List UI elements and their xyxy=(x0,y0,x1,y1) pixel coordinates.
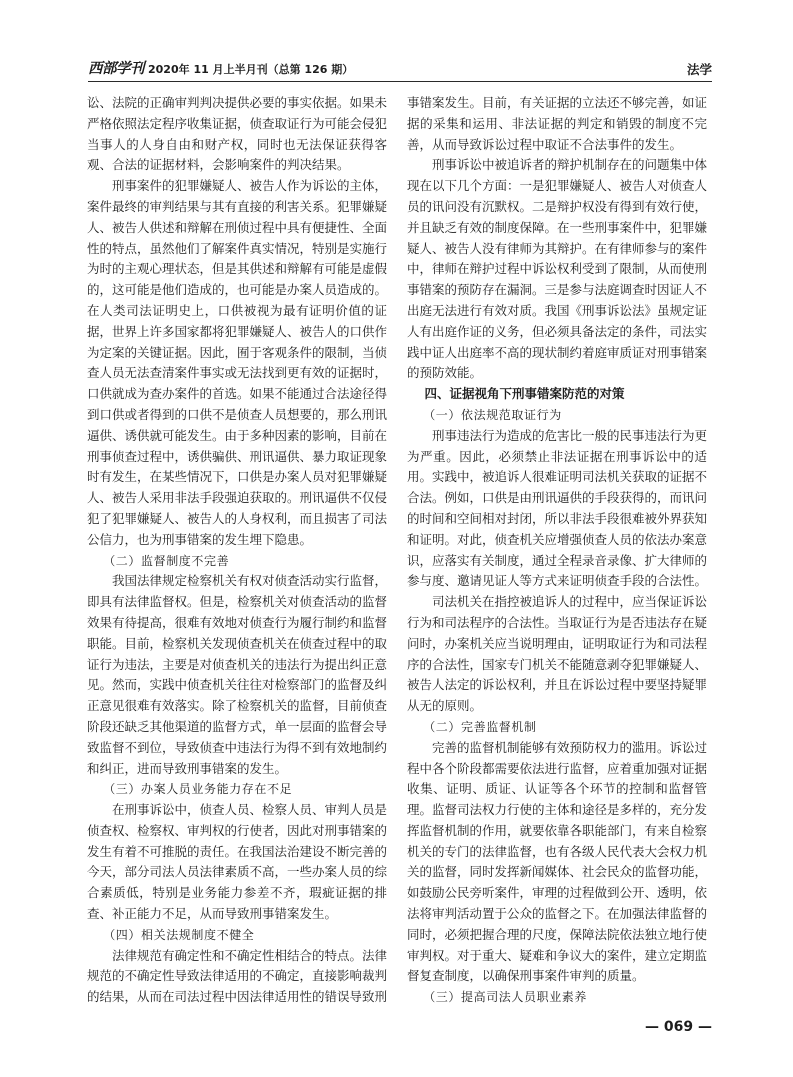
paragraph: 刑事违法行为造成的危害比一般的民事违法行为更为严重。因此，必须禁止非法证据在刑事诉讼中的适用。实践中，被追诉人很难证明司法机关获取的证据不合法。例如，口供是由刑讯逼供的手段获得的，而讯问的时间和空间相对封闭，所以非法手段很难被外界获知和证明。对此，侦查机关应增强侦查人员的依法办案意识，应落实有关制度，通过全程录音录像、扩大律师的参与度、邀请见证人等方式来证明侦查手段的合法性。 xyxy=(407,427,708,589)
issue-info: 2020年 11 月上半月刊（总第 126 期） xyxy=(148,63,354,76)
subsection-heading: （一）依法规范取证行为 xyxy=(423,407,562,422)
paragraph: 法律规范有确定性和不确定性相结合的特点。法律规范的不确定性导致法律适用的不确定，直接影响裁判的结果，从而在司法过程中因法律适用性的错误导致刑 xyxy=(87,947,388,1005)
subsection-heading: （二）监督制度不完善 xyxy=(103,553,230,568)
paragraph: 刑事案件的犯罪嫌疑人、被告人作为诉讼的主体，案件最终的审判结果与其有直接的利害关系。犯罪嫌疑人、被告人供述和辩解在刑侦过程中具有便捷性、全面性的特点，虽然他们了解案件真实情况，特别是实施行为时的主观心理状态，但是其供述和辩解有可能是虚假的，这可能是他们造成的，也可能是办案人员造成的。在人类司法证明史上，口供被视为最有证明价值的证据，世界上许多国家都将犯罪嫌疑人、被告人的口供作为定案的关键证据。因此，囿于客观条件的限制，当侦查人员无法查清案件事实或无法找到更有效的证据时，口供就成为查办案件的首选。如果不能通过合法途径得到口供或者得到的口供不是侦查人员想要的，那么刑讯逼供、诱供就可能发生。由于多种因素的影响，目前在刑事侦查过程中，诱供骗供、刑讯逼供、暴力取证现象时有发生，在某些情况下，口供是办案人员对犯罪嫌疑人、被告人采用非法手段强迫获取的。刑讯逼供不仅侵犯了犯罪嫌疑人、被告人的人身权利，而且损害了司法公信力，也为刑事错案的发生埋下隐患。 xyxy=(87,178,388,547)
journal-logo: 西部学刊 xyxy=(88,60,144,77)
section-name: 法学 xyxy=(686,62,712,77)
subsection-heading: （三）提高司法人员职业素养 xyxy=(423,990,587,1005)
paragraph-continued: 讼、法院的正确审判判决提供必要的事实依据。如果未严格依照法定程序收集证据，侦查取证行为可能会侵犯当事人的人身自由和财产权，同时也无法保证获得客观、合法的证据材料，会影响案件的判决结果。 xyxy=(87,95,388,173)
paragraph: 司法机关在指控被追诉人的过程中，应当保证诉讼行为和司法程序的合法性。当取证行为是否违法存在疑问时，办案机关应当说明理由，证明取证行为和司法程序的合法性，国家专门机关不能随意剥夺犯罪嫌疑人、被告人法定的诉讼权利，并且在诉讼过程中要坚持疑罪从无的原则。 xyxy=(407,594,708,714)
paragraph-continued: 事错案发生。目前，有关证据的立法还不够完善，如证据的采集和运用、非法证据的判定和销毁的制度不完善，从而导致诉讼过程中取证不合法事件的发生。 xyxy=(407,95,708,152)
subsection-heading: （二）完善监督机制 xyxy=(423,719,537,734)
header-rule xyxy=(88,81,712,82)
paragraph: 刑事诉讼中被追诉者的辩护机制存在的问题集中体现在以下几个方面：一是犯罪嫌疑人、被告人对侦查人员的讯问没有沉默权。二是辩护权没有得到有效行使，并且缺乏有效的制度保障。在一些刑事案件中，犯罪嫌疑人、被告人没有律师为其辩护。在有律师参与的案件中，律师在辩护过程中诉讼权利受到了限制，从而使刑事错案的预防存在漏洞。三是参与法庭调查时因证人不出庭无法进行有效对质。我国《刑事诉讼法》虽规定证人有出庭作证的义务，但必须具备法定的条件，司法实践中证人出庭率不高的现状制约着庭审质证对刑事错案的预防效能。 xyxy=(407,157,708,381)
subsection-heading: （四）相关法规制度不健全 xyxy=(103,927,255,942)
right-column xyxy=(407,93,707,1008)
section-heading: 四、证据视角下刑事错案防范的对策 xyxy=(424,386,625,402)
paragraph: 完善的监督机制能够有效预防权力的滥用。诉讼过程中各个阶段都需要依法进行监督，应着重加强对证据收集、证明、质证、认证等各个环节的控制和监督管理。监督司法权力行使的主体和途径是多样的，充分发挥监督机制的作用，就要依靠各职能部门，有来自检察机关的专门的法律监督，也有各级人民代表大会权力机关的监督，同时发挥新闻媒体、社会民众的监督功能，如鼓励公民旁听案件，审理的过程做到公开、透明，依法将审判活动置于公众的监督之下。在加强法律监督的同时，必须把握合理的尺度，保障法院依法独立地行使审判权。对于重大、疑难和争议大的案件，建立定期监督复查制度，以确保刑事案件审判的质量。 xyxy=(407,739,708,984)
paragraph: 我国法律规定检察机关有权对侦查活动实行监督，即具有法律监督权。但是，检察机关对侦查活动的监督效果有待提高，很难有效地对侦查行为履行制约和监督职能。目前，检察机关发现侦查机关在侦查过程中的取证行为违法，主要是对侦查机关的违法行为提出纠正意见。然而，实践中侦查机关往往对检察部门的监督及纠正意见很难有效落实。除了检察机关的监督，目前侦查阶段还缺乏其他渠道的监督方式，单一层面的监督会导致监督不到位，导致侦查中违法行为得不到有效地制约和纠正，进而导致刑事错案的发生。 xyxy=(87,573,388,776)
subsection-heading: （三）办案人员业务能力存在不足 xyxy=(103,782,293,797)
paragraph: 在刑事诉讼中，侦查人员、检察人员、审判人员是侦查权、检察权、审判权的行使者，因此对刑事错案的发生有着不可推脱的责任。在我国法治建设不断完善的今天，部分司法人员法律素质不高，一些办案人员的综合素质低，特别是业务能力参差不齐，瑕疵证据的排查、补正能力不足，从而导致刑事错案发生。 xyxy=(87,802,388,922)
running-header xyxy=(88,59,712,79)
page-number: — 069 — xyxy=(645,1019,712,1035)
left-column xyxy=(87,93,387,1008)
